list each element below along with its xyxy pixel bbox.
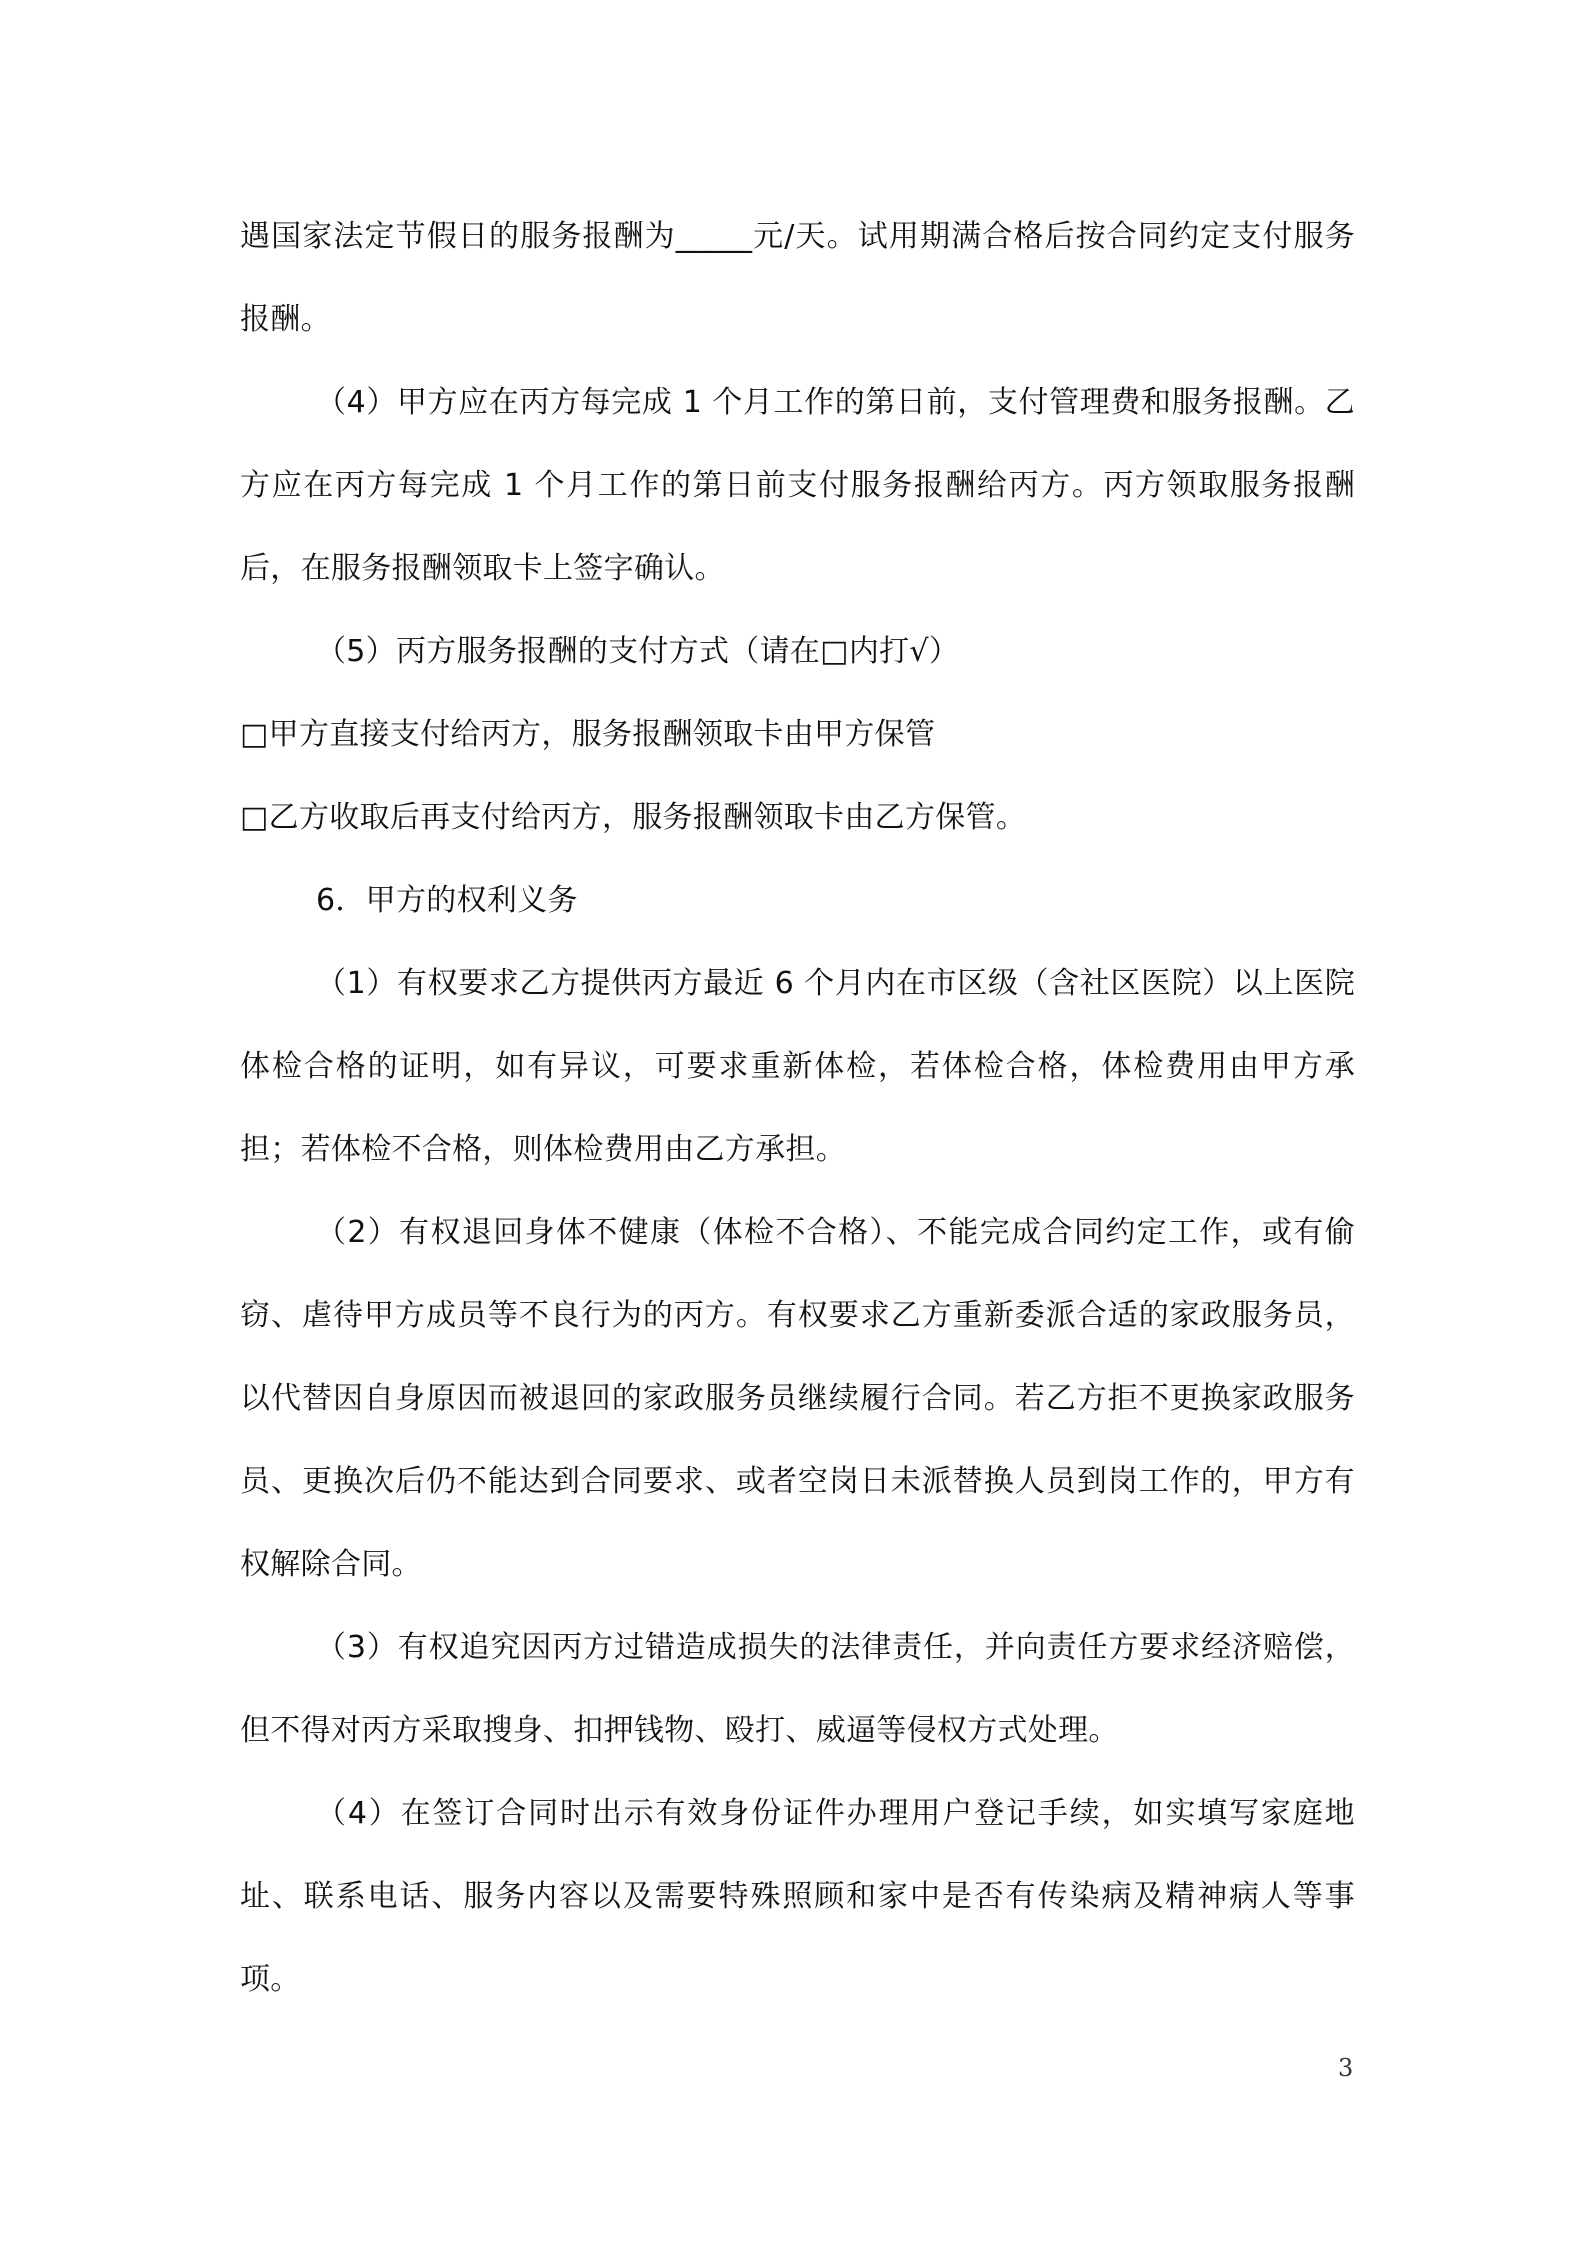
paragraph-right-2-return-worker: （2）有权退回身体不健康（体检不合格）、不能完成合同约定工作，或有偷窃、虐待甲方成员等不良行为的丙方。有权要求乙方重新委派合适的家政服务员，以代替因自身原因而被退回的家政服务员继续履行合同。若乙方拒不更换家政服务员、更换次后仍不能达到合同要求、或者空岗日未派替换人员到岗工作的，甲方有权解除合同。 [240, 1215, 1355, 1582]
checkbox-option-party-a-direct[interactable]: □甲方直接支付给丙方，服务报酬领取卡由甲方保管 [240, 717, 936, 752]
section-heading-party-a-rights: 6．甲方的权利义务 [316, 883, 578, 918]
paragraph-right-3-liability: （3）有权追究因丙方过错造成损失的法律责任，并向责任方要求经济赔偿，但不得对丙方采取搜身、扣押钱物、殴打、威逼等侵权方式处理。 [240, 1630, 1355, 1748]
paragraph-payment-holiday-rate: 遇国家法定节假日的服务报酬为_____元/天。试用期满合格后按合同约定支付服务报酬。 [240, 219, 1355, 337]
page-number: 3 [1338, 2054, 1354, 2082]
paragraph-clause-4-payment-timing: （4）甲方应在丙方每完成 1 个月工作的第日前，支付管理费和服务报酬。乙方应在丙方每完成 1 个月工作的第日前支付服务报酬给丙方。丙方领取服务报酬后，在服务报酬领取卡上签字确认。 [240, 385, 1355, 586]
checkbox-option-party-b-collect[interactable]: □乙方收取后再支付给丙方，服务报酬领取卡由乙方保管。 [240, 800, 1027, 835]
document-body [240, 195, 1355, 2021]
paragraph-right-4-registration: （4）在签订合同时出示有效身份证件办理用户登记手续，如实填写家庭地址、联系电话、服务内容以及需要特殊照顾和家中是否有传染病及精神病人等事项。 [240, 1796, 1355, 1997]
paragraph-clause-5-payment-method: （5）丙方服务报酬的支付方式（请在□内打√） [316, 634, 960, 669]
paragraph-right-1-health-check: （1）有权要求乙方提供丙方最近 6 个月内在市区级（含社区医院）以上医院体检合格的证明，如有异议，可要求重新体检，若体检合格，体检费用由甲方承担；若体检不合格，则体检费用由乙方承担。 [240, 966, 1355, 1167]
